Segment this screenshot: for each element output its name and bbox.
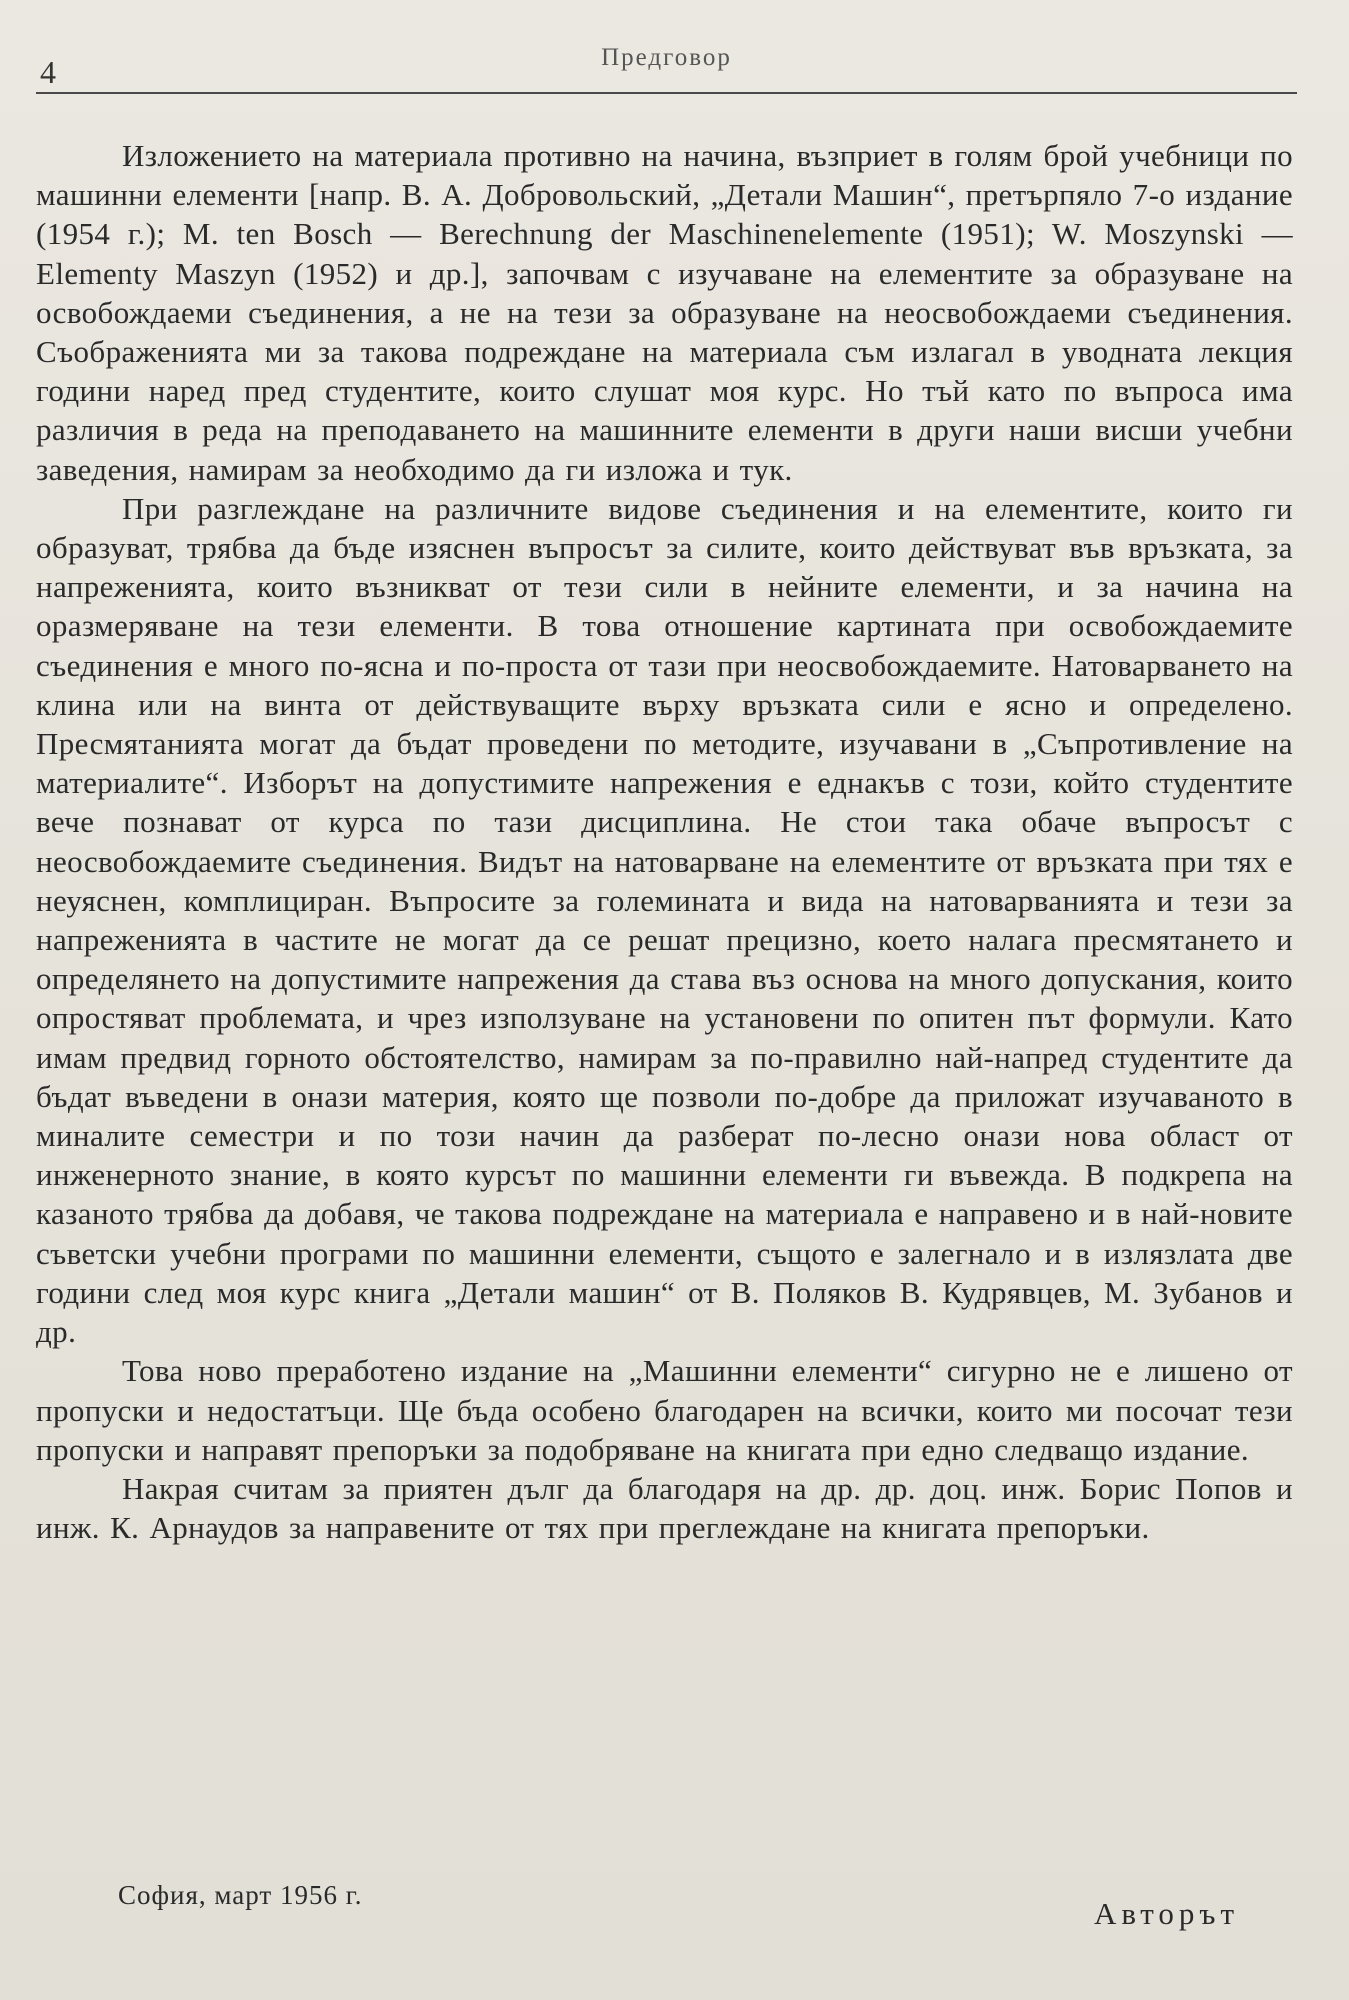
author-signature: Авторът: [1094, 1896, 1239, 1931]
paragraph: Накрая считам за приятен дълг да благодаря на др. др. доц. инж. Борис Попов и инж. К. Арнаудов за направените от тях при преглеждане на книгата препоръки.: [36, 1470, 1293, 1546]
preface-body: [36, 136, 1293, 1547]
signature-block: [36, 1880, 1293, 1940]
paragraph: При разглеждане на различните видове съединения и на елементите, които ги образуват, трябва да бъде изяснен въпросът за силите, които действуват във връзката, за напреженията, които възникват от тези сили в нейните елементи, и за начина на оразмеряване на тези елементи. В това отношение картината при освобождаемите съединения е много по-ясна и по-проста от тази при неосвобождаемите. Натоварването на клина или на винта от действуващите върху връзката сили е ясно и определено. Пресмятанията могат да бъдат проведени по методите, изучавани в „Съпротивление на материалите“. Изборът на допустимите напрежения е еднакъв с този, който студентите вече познават от курса по тази дисциплина. Не стои така обаче въпросът с неосвобождаемите съединения. Видът на натоварване на елементите от връзката при тях е неуяснен, комплициран. Въпросите за големината и вида на натоварванията и тези за напреженията в частите не могат да се решат прецизно, което налага пресмятането и определянето на допустимите напрежения да става въз основа на много допускания, които опростяват проблемата, и чрез използуване на установени по опитен път формули. Като имам предвид горното обстоятелство, намирам за по-правилно най-напред студентите да бъдат въведени в онази материя, която ще позволи по-добре да приложат изучаваното в миналите семестри и по този начин да разберат по-лесно онази нова област от инженерното знание, в която курсът по машинни елементи ги въвежда. В подкрепа на казаното трябва да добавя, че такова подреждане на материала е направено и в най-новите съветски учебни програми по машинни елементи, същото е залегнало и в излязлата две години след моя курс книга „Детали машин“ от В. Поляков В. Кудрявцев, М. Зубанов и др.: [36, 490, 1293, 1350]
page-number: 4: [40, 54, 56, 90]
running-title: Предговор: [601, 44, 732, 71]
page-header: [36, 40, 1297, 94]
paragraph: Изложението на материала противно на начина, възприет в голям брой учебници по машинни елементи [напр. В. А. Добровольский, „Детали Машин“, претърпяло 7-о издание (1954 г.); М. ten Bosch — Berechnung der Maschinenelemente (1951); W. Moszynski — Elementy Maszyn (1952) и др.], започвам с изучаване на елементите за образуване на освобождаеми съединения, а не на тези за образуване на неосвобождаеми съединения. Съображенията ми за такова подреждане на материала съм излагал в уводната лекция години наред пред студентите, които слушат моя курс. Но тъй като по въпроса има различия в реда на преподаването на машинните елементи в други наши висши учебни заведения, намирам за необходимо да ги изложа и тук.: [36, 138, 1293, 487]
place-date: София, март 1956 г.: [118, 1880, 363, 1910]
paragraph: Това ново преработено издание на „Машинни елементи“ сигурно не е лишено от пропуски и недостатъци. Ще бъда особено благодарен на всички, които ми посочат тези пропуски и направят препоръки за подобряване на книгата при едно следващо издание.: [36, 1353, 1293, 1467]
